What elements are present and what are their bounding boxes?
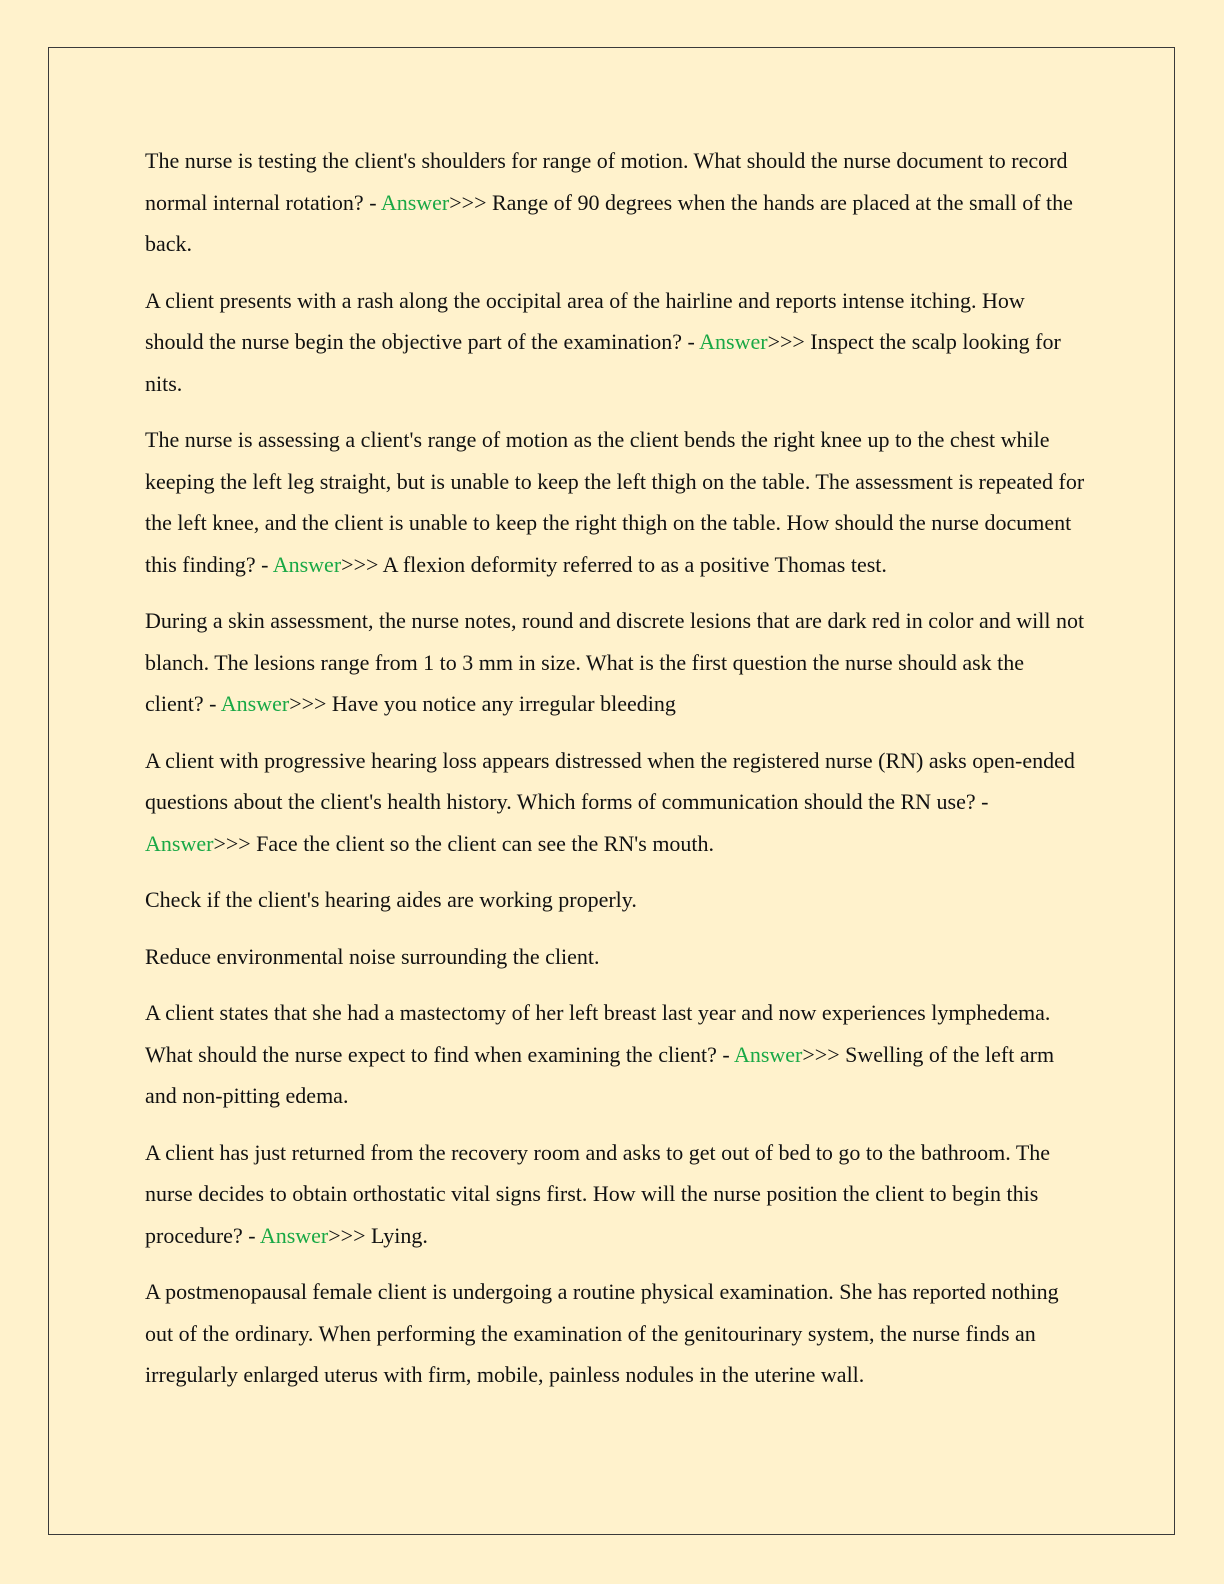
answer-label: Answer [272, 551, 342, 577]
qa-paragraph [145, 280, 1085, 405]
qa-paragraph [145, 419, 1085, 585]
question-text: A client states that she had a mastectomy of her left breast last year and now experiences lymphedema. What should the nurse expect to find when examining the client? - [145, 1000, 1051, 1067]
answer-label: Answer [259, 1222, 329, 1248]
answer-text: >>> A flexion deformity referred to as a positive Thomas test. [341, 551, 887, 577]
answer-text: >>> Inspect the scalp looking for nits. [145, 329, 1061, 396]
answer-label: Answer [220, 691, 290, 716]
question-text: A client with progressive hearing loss appears distressed when the registered nurse (RN) asks open-ended questions about the client's health history. Which forms of communication should the RN use? - [145, 747, 1075, 814]
answer-text: >>> Swelling of the left arm and non-pitting edema. [145, 1041, 1055, 1108]
answer-text: >>> Range of 90 degrees when the hands are placed at the small of the back. [145, 189, 1073, 256]
qa-paragraph [145, 140, 1085, 265]
qa-paragraph [145, 1132, 1085, 1257]
answer-label: Answer [380, 189, 450, 215]
qa-paragraph [145, 992, 1085, 1117]
question-paragraph: A postmenopausal female client is undergoing a routine physical examination. She has reported nothing out of the ordinary. When performing the examination of the genitourinary system, the nurse finds an irregularly enlarged uterus with firm, mobile, painless nodules in the uterine wall. [145, 1279, 1059, 1387]
answer-text: >>> Lying. [328, 1222, 428, 1248]
answer-label: Answer [699, 329, 768, 354]
qa-paragraph [145, 600, 1085, 725]
answer-continuation-line: Reduce environmental noise surrounding the client. [145, 943, 600, 969]
qa-paragraph [145, 740, 1085, 865]
answer-continuation-line: Check if the client's hearing aides are working properly. [145, 887, 637, 912]
question-text: A client presents with a rash along the occipital area of the hairline and reports intense itching. How should the nurse begin the objective part of the examination? - [145, 287, 1025, 354]
answer-text: >>> Face the client so the client can see the RN's mouth. [213, 830, 715, 856]
answer-text: >>> Have you notice any irregular bleeding [289, 691, 676, 716]
question-text: The nurse is assessing a client's range of motion as the client bends the right knee up to the chest while keeping the left leg straight, but is unable to keep the left thigh on the table. The assessment is repeated for the left knee, and the client is unable to keep the right thigh on the table. How should the nurse document this finding? - [145, 427, 1085, 577]
document-body [145, 140, 1085, 1411]
question-text: The nurse is testing the client's shoulders for range of motion. What should the nurse document to record normal internal rotation? - [145, 148, 1068, 215]
question-text: A client has just returned from the recovery room and asks to get out of bed to go to the bathroom. The nurse decides to obtain orthostatic vital signs first. How will the nurse position the client to begin this procedure? - [145, 1139, 1051, 1248]
question-text: During a skin assessment, the nurse notes, round and discrete lesions that are dark red in color and will not blanch. The lesions range from 1 to 3 mm in size. What is the first question the nurse should ask the client? - [145, 608, 1085, 716]
answer-label: Answer [145, 830, 214, 856]
answer-label: Answer [733, 1041, 803, 1067]
